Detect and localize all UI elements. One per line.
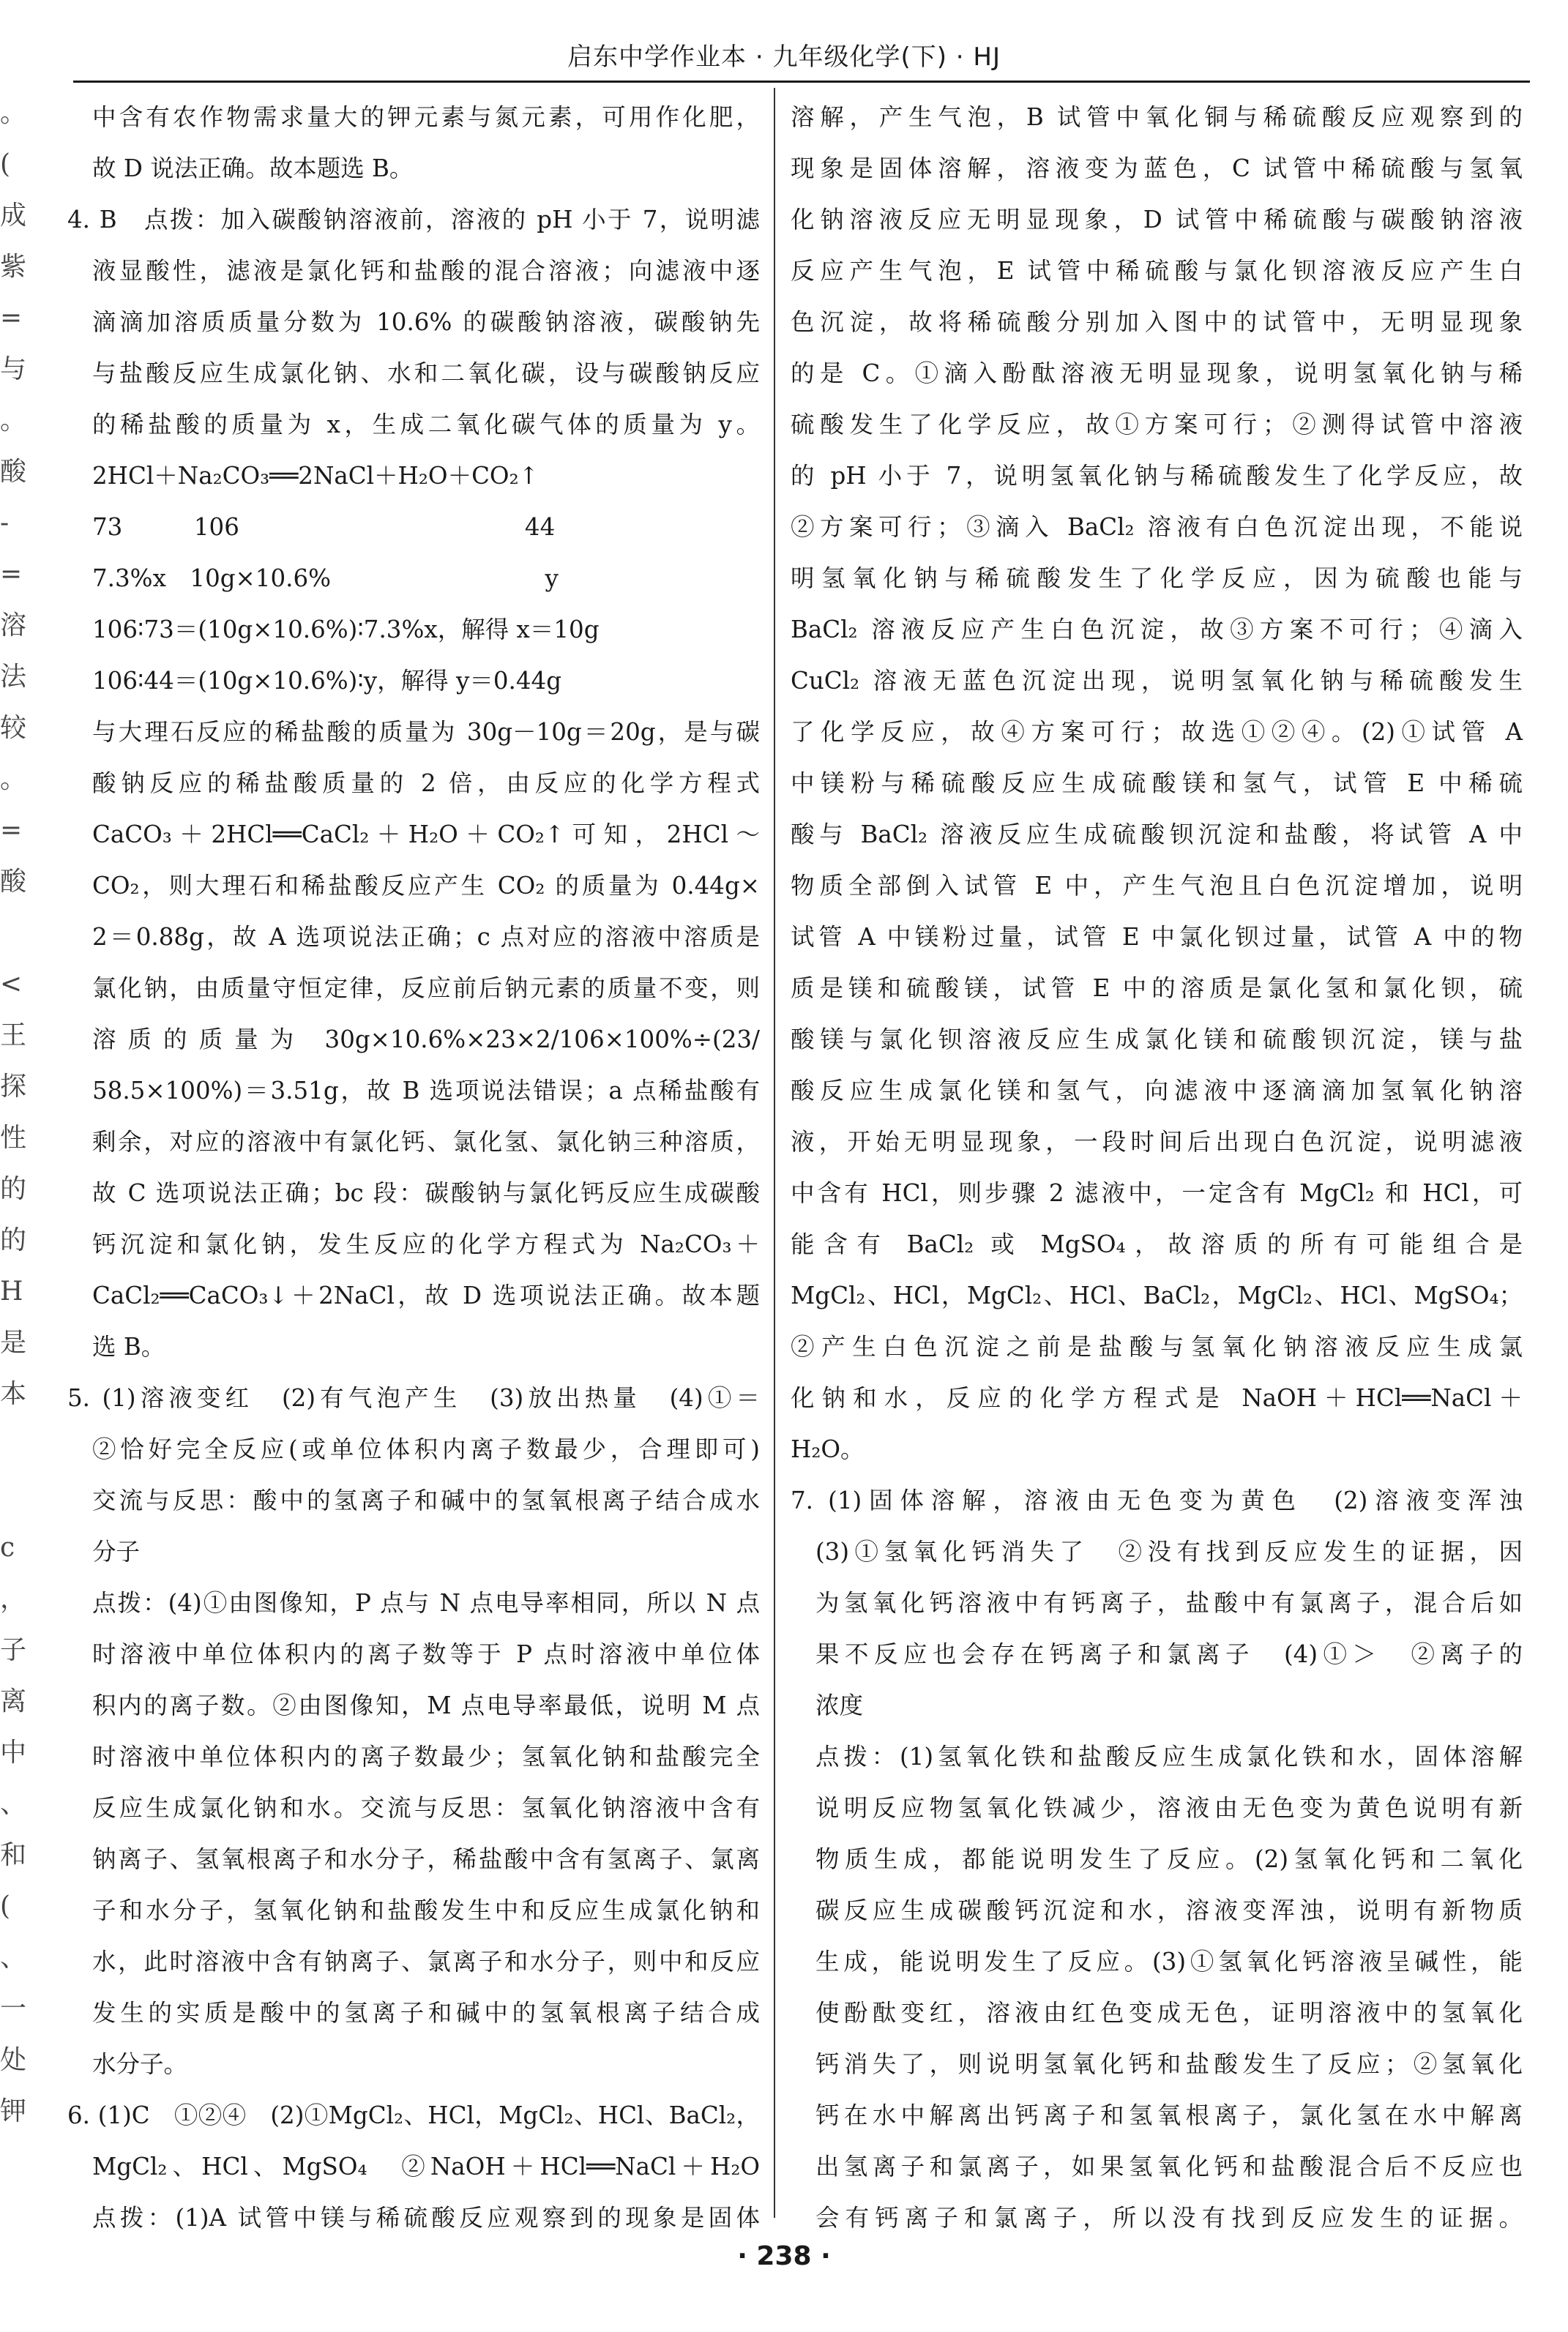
margin-fragment [0, 908, 19, 959]
text-line: 质是镁和硫酸镁，试管 E 中的溶质是氯化氢和氯化钡，硫 [791, 974, 1523, 1002]
margin-fragment: 的 [0, 1225, 27, 1255]
text-line: 化钠溶液反应无明显现象，D 试管中稀硫酸与碳酸钠溶液 [791, 206, 1523, 233]
text-line: 滴滴加溶质质量分数为 10.6% 的碳酸钠溶液，碳酸钠先 [92, 308, 760, 336]
text-line: 7. (1)固体溶解，溶液由无色变为黄色 (2)溶液变浑浊 [791, 1487, 1523, 1514]
text-line: 4. B 点拨：加入碳酸钠溶液前，溶液的 pH 小于 7，说明滤 [67, 206, 760, 233]
text-line: 液显酸性，滤液是氯化钙和盐酸的混合溶液；向滤液中逐 [92, 257, 760, 285]
text-line: 2HCl＋Na₂CO₃══2NaCl＋H₂O＋CO₂↑ [92, 462, 539, 490]
text-line: 物质生成，都能说明发生了反应。(2)氢氧化钙和二氧化 [815, 1845, 1523, 1873]
text-line: 的稀盐酸的质量为 x，生成二氧化碳气体的质量为 y。 [92, 411, 760, 438]
margin-fragment: 成 [0, 201, 27, 231]
margin-fragment: 处 [0, 2045, 27, 2075]
text-line: 分子 [92, 1538, 141, 1566]
text-line: 与大理石反应的稀盐酸的质量为 30g－10g＝20g，是与碳 [92, 718, 760, 746]
margin-fragment: 性 [0, 1123, 27, 1153]
text-line: 剩余，对应的溶液中有氯化钙、氯化氢、氯化钠三种溶质， [92, 1128, 760, 1156]
text-line: 与盐酸反应生成氯化钠、水和二氧化碳，设与碳酸钠反应 [92, 359, 760, 387]
margin-fragment: 一 [0, 1994, 27, 2024]
margin-fragment: = [0, 815, 23, 845]
text-line: 钙在水中解离出钙离子和氢氧根离子，氯化氢在水中解离 [815, 2101, 1523, 2129]
margin-fragment: 探 [0, 1072, 27, 1102]
text-line: 能含有 BaCl₂ 或 MgSO₄，故溶质的所有可能组合是 [791, 1230, 1523, 1258]
text-line: 酸反应生成氯化镁和氢气，向滤液中逐滴滴加氢氧化钠溶 [791, 1077, 1523, 1105]
margin-fragment: = [0, 559, 23, 589]
margin-fragment: 和 [0, 1840, 27, 1870]
text-line: 的是 C。①滴入酚酞溶液无明显现象，说明氢氧化钠与稀 [791, 359, 1523, 387]
text-line: 溶质的质量为 30g×10.6%×23×2/106×100%÷(23/ [92, 1025, 760, 1053]
text-line: 子和水分子，氢氧化钠和盐酸发生中和反应生成氯化钠和 [92, 1896, 760, 1924]
text-line: MgCl₂、HCl，MgCl₂、HCl、BaCl₂，MgCl₂、HCl、MgSO₄； [791, 1282, 1523, 1309]
margin-fragment: 的 [0, 1174, 27, 1204]
margin-fragment: ， [0, 1584, 27, 1614]
text-line: ②产生白色沉淀之前是盐酸与氢氧化钠溶液反应生成氯 [791, 1333, 1523, 1361]
text-line: 的 pH 小于 7，说明氢氧化钠与稀硫酸发生了化学反应，故 [791, 462, 1523, 490]
margin-fragment: 子 [0, 1635, 27, 1665]
left-column [67, 91, 760, 2243]
text-line: 73 106 44 [92, 513, 556, 541]
margin-fragment: ( [0, 149, 11, 179]
right-column [791, 91, 1523, 2243]
margin-fragment: 酸 [0, 867, 27, 897]
text-line: 中镁粉与稀硫酸反应生成硫酸镁和氢气，试管 E 中稀硫 [791, 769, 1523, 797]
text-line: 钙消失了，则说明氢氧化钙和盐酸发生了反应；②氢氧化 [815, 2050, 1523, 2078]
text-line: 果不反应也会存在钙离子和氯离子 (4)①＞ ②离子的 [815, 1640, 1523, 1668]
text-line: 交流与反思：酸中的氢离子和碱中的氢氧根离子结合成水 [92, 1487, 760, 1514]
margin-fragment: 、 [0, 1789, 27, 1819]
margin-fragment: = [0, 303, 23, 333]
text-line: 液，开始无明显现象，一段时间后出现白色沉淀，说明滤液 [791, 1128, 1523, 1156]
text-line: 会有钙离子和氯离子，所以没有找到反应发生的证据。 [815, 2204, 1523, 2232]
text-line: CaCO₃＋2HCl══CaCl₂＋H₂O＋CO₂↑可知，2HCl～ [92, 821, 760, 848]
margin-fragment: 法 [0, 662, 27, 692]
text-line: 106∶44＝(10g×10.6%)∶y，解得 y＝0.44g [92, 667, 562, 695]
text-line: 酸钠反应的稀盐酸质量的 2 倍，由反应的化学方程式 [92, 769, 760, 797]
text-line: 物质全部倒入试管 E 中，产生气泡且白色沉淀增加，说明 [791, 872, 1523, 900]
header-rule [73, 81, 1530, 83]
text-line: 中含有 HCl，则步骤 2 滤液中，一定含有 MgCl₂ 和 HCl，可 [791, 1179, 1523, 1207]
text-line: 106∶73＝(10g×10.6%)∶7.3%x，解得 x＝10g [92, 616, 600, 643]
text-line: 现象是固体溶解，溶液变为蓝色，C 试管中稀硫酸与氢氧 [791, 154, 1523, 182]
text-line: 2＝0.88g，故 A 选项说法正确；c 点对应的溶液中溶质是 [92, 923, 760, 951]
text-line: 故 D 说法正确。故本题选 B。 [92, 154, 414, 182]
text-line: 化钠和水，反应的化学方程式是 NaOH＋HCl══NaCl＋ [791, 1384, 1523, 1412]
text-line: 发生的实质是酸中的氢离子和碱中的氢氧根离子结合成 [92, 1999, 760, 2027]
text-line: 使酚酞变红，溶液由红色变成无色，证明溶液中的氢氧化 [815, 1999, 1523, 2027]
text-line: 水分子。 [92, 2050, 188, 2078]
margin-fragment: - [0, 508, 10, 538]
text-line: 钠离子、氢氧根离子和水分子，稀盐酸中含有氢离子、氯离 [92, 1845, 760, 1873]
left-margin-fragments [0, 88, 27, 2240]
margin-fragment [0, 1471, 19, 1522]
text-line: 时溶液中单位体积内的离子数等于 P 点时溶液中单位体 [92, 1640, 760, 1668]
text-line: 硫酸发生了化学反应，故①方案可行；②测得试管中溶液 [791, 411, 1523, 438]
text-line: MgCl₂、HCl、MgSO₄ ②NaOH＋HCl══NaCl＋H₂O [92, 2153, 760, 2180]
text-line: 酸与 BaCl₂ 溶液反应生成硫酸钡沉淀和盐酸，将试管 A 中 [791, 821, 1523, 848]
text-line: 时溶液中单位体积内的离子数最少；氢氧化钠和盐酸完全 [92, 1743, 760, 1771]
text-line: 点拨：(1)A 试管中镁与稀硫酸反应观察到的现象是固体 [92, 2204, 760, 2232]
margin-fragment: 。 [0, 764, 27, 794]
text-line: 7.3%x 10g×10.6% y [92, 564, 559, 592]
text-line: (3)①氢氧化钙消失了 ②没有找到反应发生的证据，因 [815, 1538, 1523, 1566]
text-line: 出氢离子和氯离子，如果氢氧化钙和盐酸混合后不反应也 [815, 2153, 1523, 2180]
text-line: 58.5×100%)＝3.51g，故 B 选项说法错误；a 点稀盐酸有 [92, 1077, 760, 1105]
margin-fragment: 紫 [0, 252, 27, 282]
margin-fragment: 酸 [0, 457, 27, 487]
margin-fragment: 溶 [0, 610, 27, 640]
text-line: 6. (1)C ①②④ (2)①MgCl₂、HCl，MgCl₂、HCl、BaCl₂， [67, 2101, 760, 2129]
text-line: 故 C 选项说法正确；bc 段：碳酸钠与氯化钙反应生成碳酸 [92, 1179, 760, 1207]
text-line: 点拨：(1)氢氧化铁和盐酸反应生成氯化铁和水，固体溶解 [815, 1743, 1523, 1771]
text-line: 积内的离子数。②由图像知，M 点电导率最低，说明 M 点 [92, 1692, 760, 1719]
margin-fragment: ( [0, 1891, 11, 1921]
margin-fragment: 与 [0, 354, 27, 384]
text-line: 点拨：(4)①由图像知，P 点与 N 点电导率相同，所以 N 点 [92, 1589, 760, 1617]
text-line: BaCl₂ 溶液反应产生白色沉淀，故③方案不可行；④滴入 [791, 616, 1523, 643]
margin-fragment: 中 [0, 1738, 27, 1768]
text-line: 说明反应物氢氧化铁减少，溶液由无色变为黄色说明有新 [815, 1794, 1523, 1822]
text-line: CO₂，则大理石和稀盐酸反应产生 CO₂ 的质量为 0.44g× [92, 872, 760, 900]
margin-fragment: 本 [0, 1379, 27, 1409]
text-line: 钙沉淀和氯化钠，发生反应的化学方程式为 Na₂CO₃＋ [92, 1230, 760, 1258]
text-line: 溶解，产生气泡，B 试管中氧化铜与稀硫酸反应观察到的 [791, 103, 1523, 131]
text-line: 生成，能说明发生了反应。(3)①氢氧化钙溶液呈碱性，能 [815, 1948, 1523, 1976]
text-line: 反应产生气泡，E 试管中稀硫酸与氯化钡溶液反应产生白 [791, 257, 1523, 285]
text-line: CaCl₂══CaCO₃↓＋2NaCl，故 D 选项说法正确。故本题 [92, 1282, 760, 1309]
page-number: · 238 · [737, 2241, 831, 2271]
text-line: CuCl₂ 溶液无蓝色沉淀出现，说明氢氧化钠与稀硫酸发生 [791, 667, 1523, 695]
margin-fragment: c [0, 1533, 15, 1563]
margin-fragment [0, 1420, 19, 1471]
margin-fragment: 。 [0, 98, 27, 128]
margin-fragment: 王 [0, 1020, 27, 1050]
margin-fragment: 、 [0, 1943, 27, 1973]
margin-fragment: 较 [0, 713, 27, 743]
text-line: 明氢氧化钠与稀硫酸发生了化学反应，因为硫酸也能与 [791, 564, 1523, 592]
text-line: 5. (1)溶液变红 (2)有气泡产生 (3)放出热量 (4)①＝ [67, 1384, 760, 1412]
text-line: 色沉淀，故将稀硫酸分别加入图中的试管中，无明显现象 [791, 308, 1523, 336]
text-line: 为氢氧化钙溶液中有钙离子，盐酸中有氯离子，混合后如 [815, 1589, 1523, 1617]
margin-fragment: 。 [0, 406, 27, 436]
margin-fragment: 离 [0, 1686, 27, 1716]
text-line: H₂O。 [791, 1435, 865, 1463]
margin-fragment: 钾 [0, 2096, 27, 2126]
text-line: 浓度 [815, 1692, 864, 1719]
text-line: 反应生成氯化钠和水。交流与反思：氢氧化钠溶液中含有 [92, 1794, 760, 1822]
text-line: 氯化钠，由质量守恒定律，反应前后钠元素的质量不变，则 [92, 974, 760, 1002]
text-line: 酸镁与氯化钡溶液反应生成氯化镁和硫酸钡沉淀，镁与盐 [791, 1025, 1523, 1053]
text-line: 水，此时溶液中含有钠离子、氯离子和水分子，则中和反应 [92, 1948, 760, 1976]
column-divider [774, 88, 775, 2218]
text-line: 中含有农作物需求量大的钾元素与氮元素，可用作化肥， [92, 103, 760, 131]
text-line: ②恰好完全反应(或单位体积内离子数最少，合理即可) [92, 1435, 760, 1463]
text-line: 了化学反应，故④方案可行；故选①②④。(2)①试管 A [791, 718, 1523, 746]
text-line: ②方案可行；③滴入 BaCl₂ 溶液有白色沉淀出现，不能说 [791, 513, 1523, 541]
text-line: 碳反应生成碳酸钙沉淀和水，溶液变浑浊，说明有新物质 [815, 1896, 1523, 1924]
margin-fragment: 是 [0, 1328, 27, 1358]
text-line: 试管 A 中镁粉过量，试管 E 中氯化钡过量，试管 A 中的物 [791, 923, 1523, 951]
running-header: 启东中学作业本 · 九年级化学(下) · HJ [567, 42, 1001, 72]
text-line: 选 B。 [92, 1333, 165, 1361]
margin-fragment: < [0, 969, 23, 999]
margin-fragment: H [0, 1277, 23, 1307]
